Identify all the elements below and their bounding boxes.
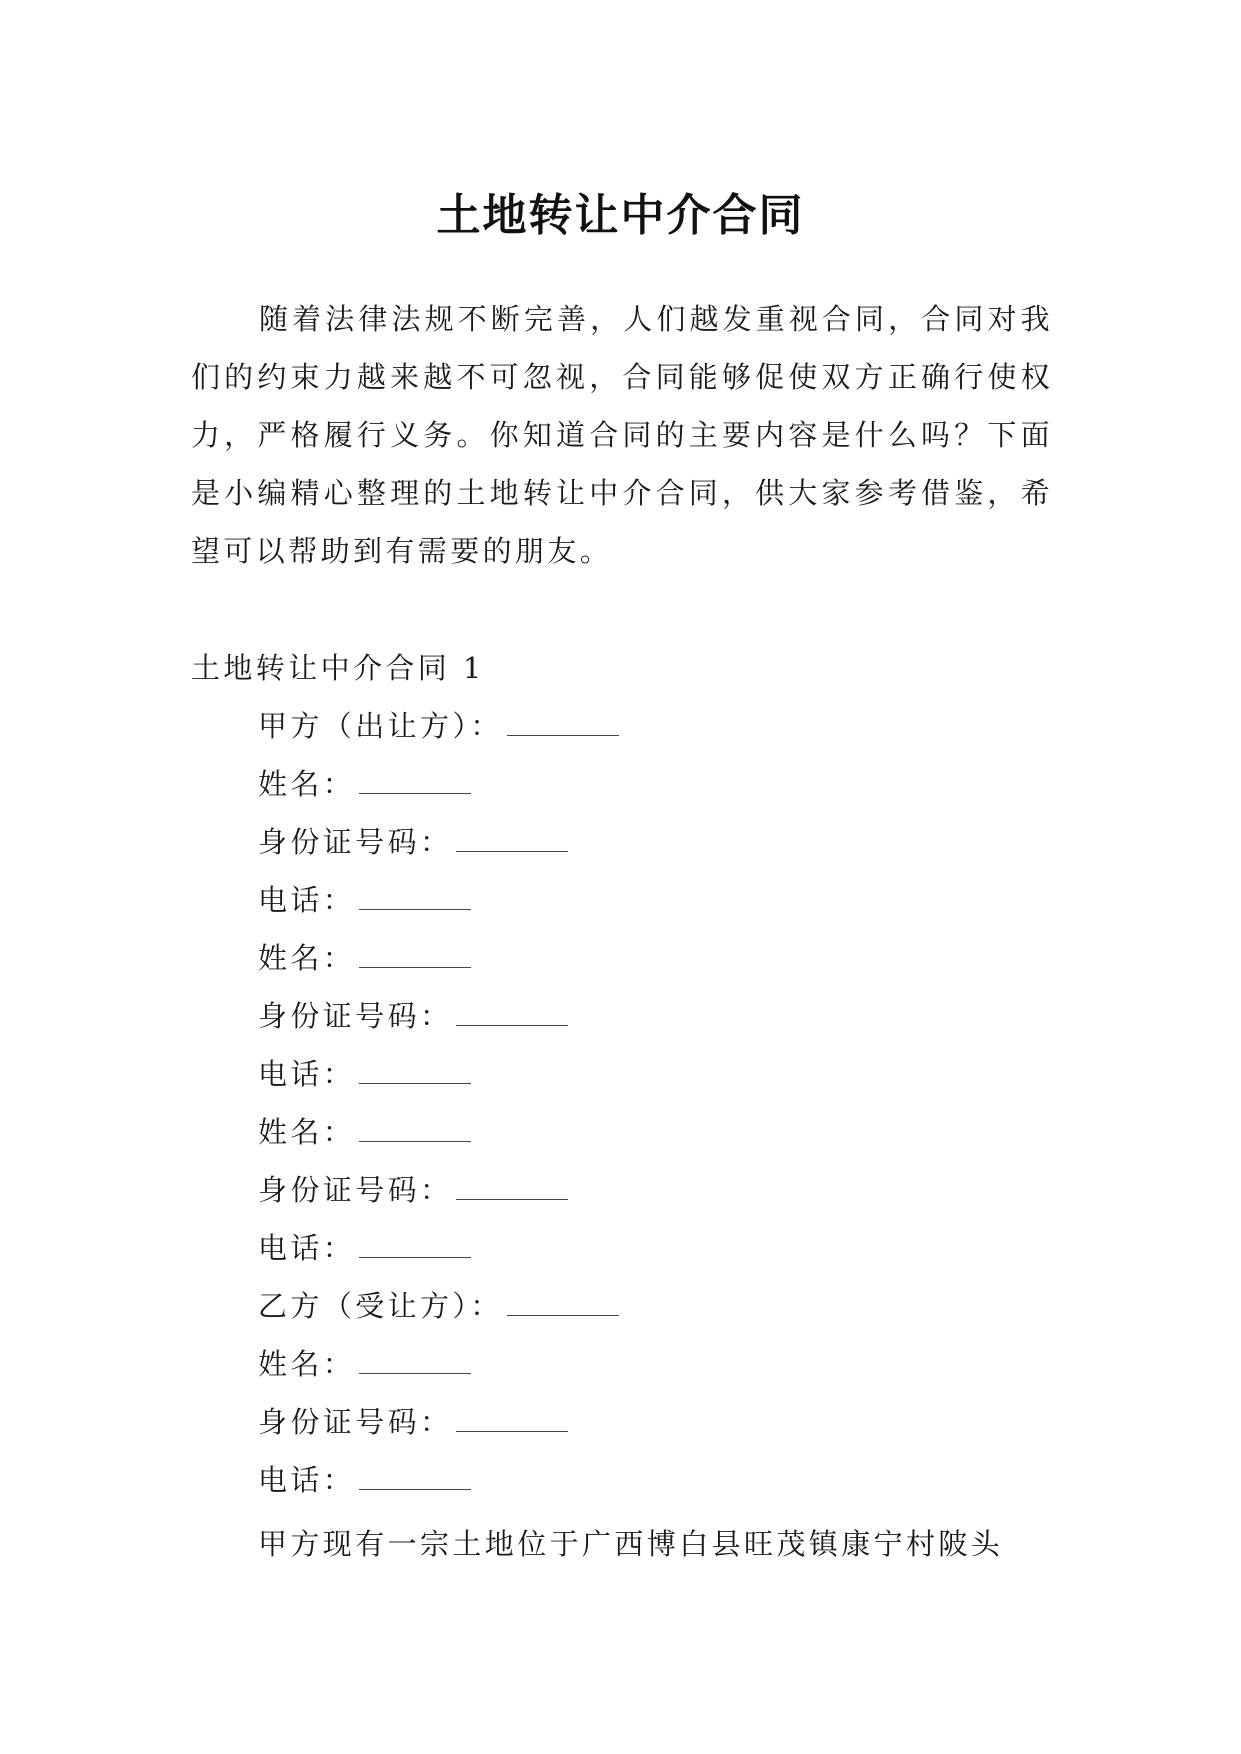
fill-in-blank bbox=[456, 821, 568, 852]
fill-in-blank bbox=[456, 1169, 568, 1200]
section-heading: 土地转让中介合同 1 bbox=[191, 651, 485, 685]
document-title: 土地转让中介合同 bbox=[436, 190, 805, 242]
fill-in-blank bbox=[359, 1459, 471, 1490]
field-row-id-number bbox=[258, 1169, 1058, 1227]
fill-in-blank bbox=[359, 1111, 471, 1142]
field-label: 身份证号码： bbox=[258, 999, 453, 1033]
field-row-party-b bbox=[258, 1285, 1058, 1343]
fill-in-blank bbox=[456, 995, 568, 1026]
field-row-id-number bbox=[258, 995, 1058, 1053]
fill-in-blank bbox=[359, 1053, 471, 1084]
field-label: 姓名： bbox=[258, 1115, 356, 1149]
field-label: 身份证号码： bbox=[258, 1173, 453, 1207]
field-row-name bbox=[258, 1343, 1058, 1401]
field-row-phone bbox=[258, 879, 1058, 937]
field-row-party-a bbox=[258, 705, 1058, 763]
field-row-phone bbox=[258, 1227, 1058, 1285]
closing-paragraph-line: 甲方现有一宗土地位于广西博白县旺茂镇康宁村陂头 bbox=[258, 1527, 1004, 1561]
field-label: 姓名： bbox=[258, 767, 356, 801]
fill-in-blank bbox=[359, 1343, 471, 1374]
field-label: 身份证号码： bbox=[258, 825, 453, 859]
field-label: 乙方（受让方）： bbox=[258, 1289, 503, 1323]
field-row-id-number bbox=[258, 1401, 1058, 1459]
fill-in-blank bbox=[359, 879, 471, 910]
field-label: 电话： bbox=[258, 1231, 356, 1265]
fill-in-blank bbox=[456, 1401, 568, 1432]
party-info-list bbox=[258, 705, 1058, 1517]
field-row-phone bbox=[258, 1459, 1058, 1517]
field-row-name bbox=[258, 1111, 1058, 1169]
fill-in-blank bbox=[359, 763, 471, 794]
fill-in-blank bbox=[359, 937, 471, 968]
fill-in-blank bbox=[359, 1227, 471, 1258]
field-label: 电话： bbox=[258, 1463, 356, 1497]
field-label: 身份证号码： bbox=[258, 1405, 453, 1439]
intro-paragraph: 随着法律法规不断完善，人们越发重视合同，合同对我们的约束力越来越不可忽视，合同能够促使双方正确行使权力，严格履行义务。你知道合同的主要内容是什么吗？下面是小编精心整理的土地转让中介合同，供大家参考借鉴，希望可以帮助到有需要的朋友。 bbox=[191, 302, 1053, 568]
field-row-phone bbox=[258, 1053, 1058, 1111]
fill-in-blank bbox=[507, 705, 619, 736]
field-label: 甲方（出让方）： bbox=[258, 709, 503, 743]
field-row-name bbox=[258, 937, 1058, 995]
field-row-id-number bbox=[258, 821, 1058, 879]
fill-in-blank bbox=[507, 1285, 619, 1316]
field-label: 姓名： bbox=[258, 1347, 356, 1381]
field-label: 姓名： bbox=[258, 941, 356, 975]
field-label: 电话： bbox=[258, 883, 356, 917]
field-label: 电话： bbox=[258, 1057, 356, 1091]
field-row-name bbox=[258, 763, 1058, 821]
